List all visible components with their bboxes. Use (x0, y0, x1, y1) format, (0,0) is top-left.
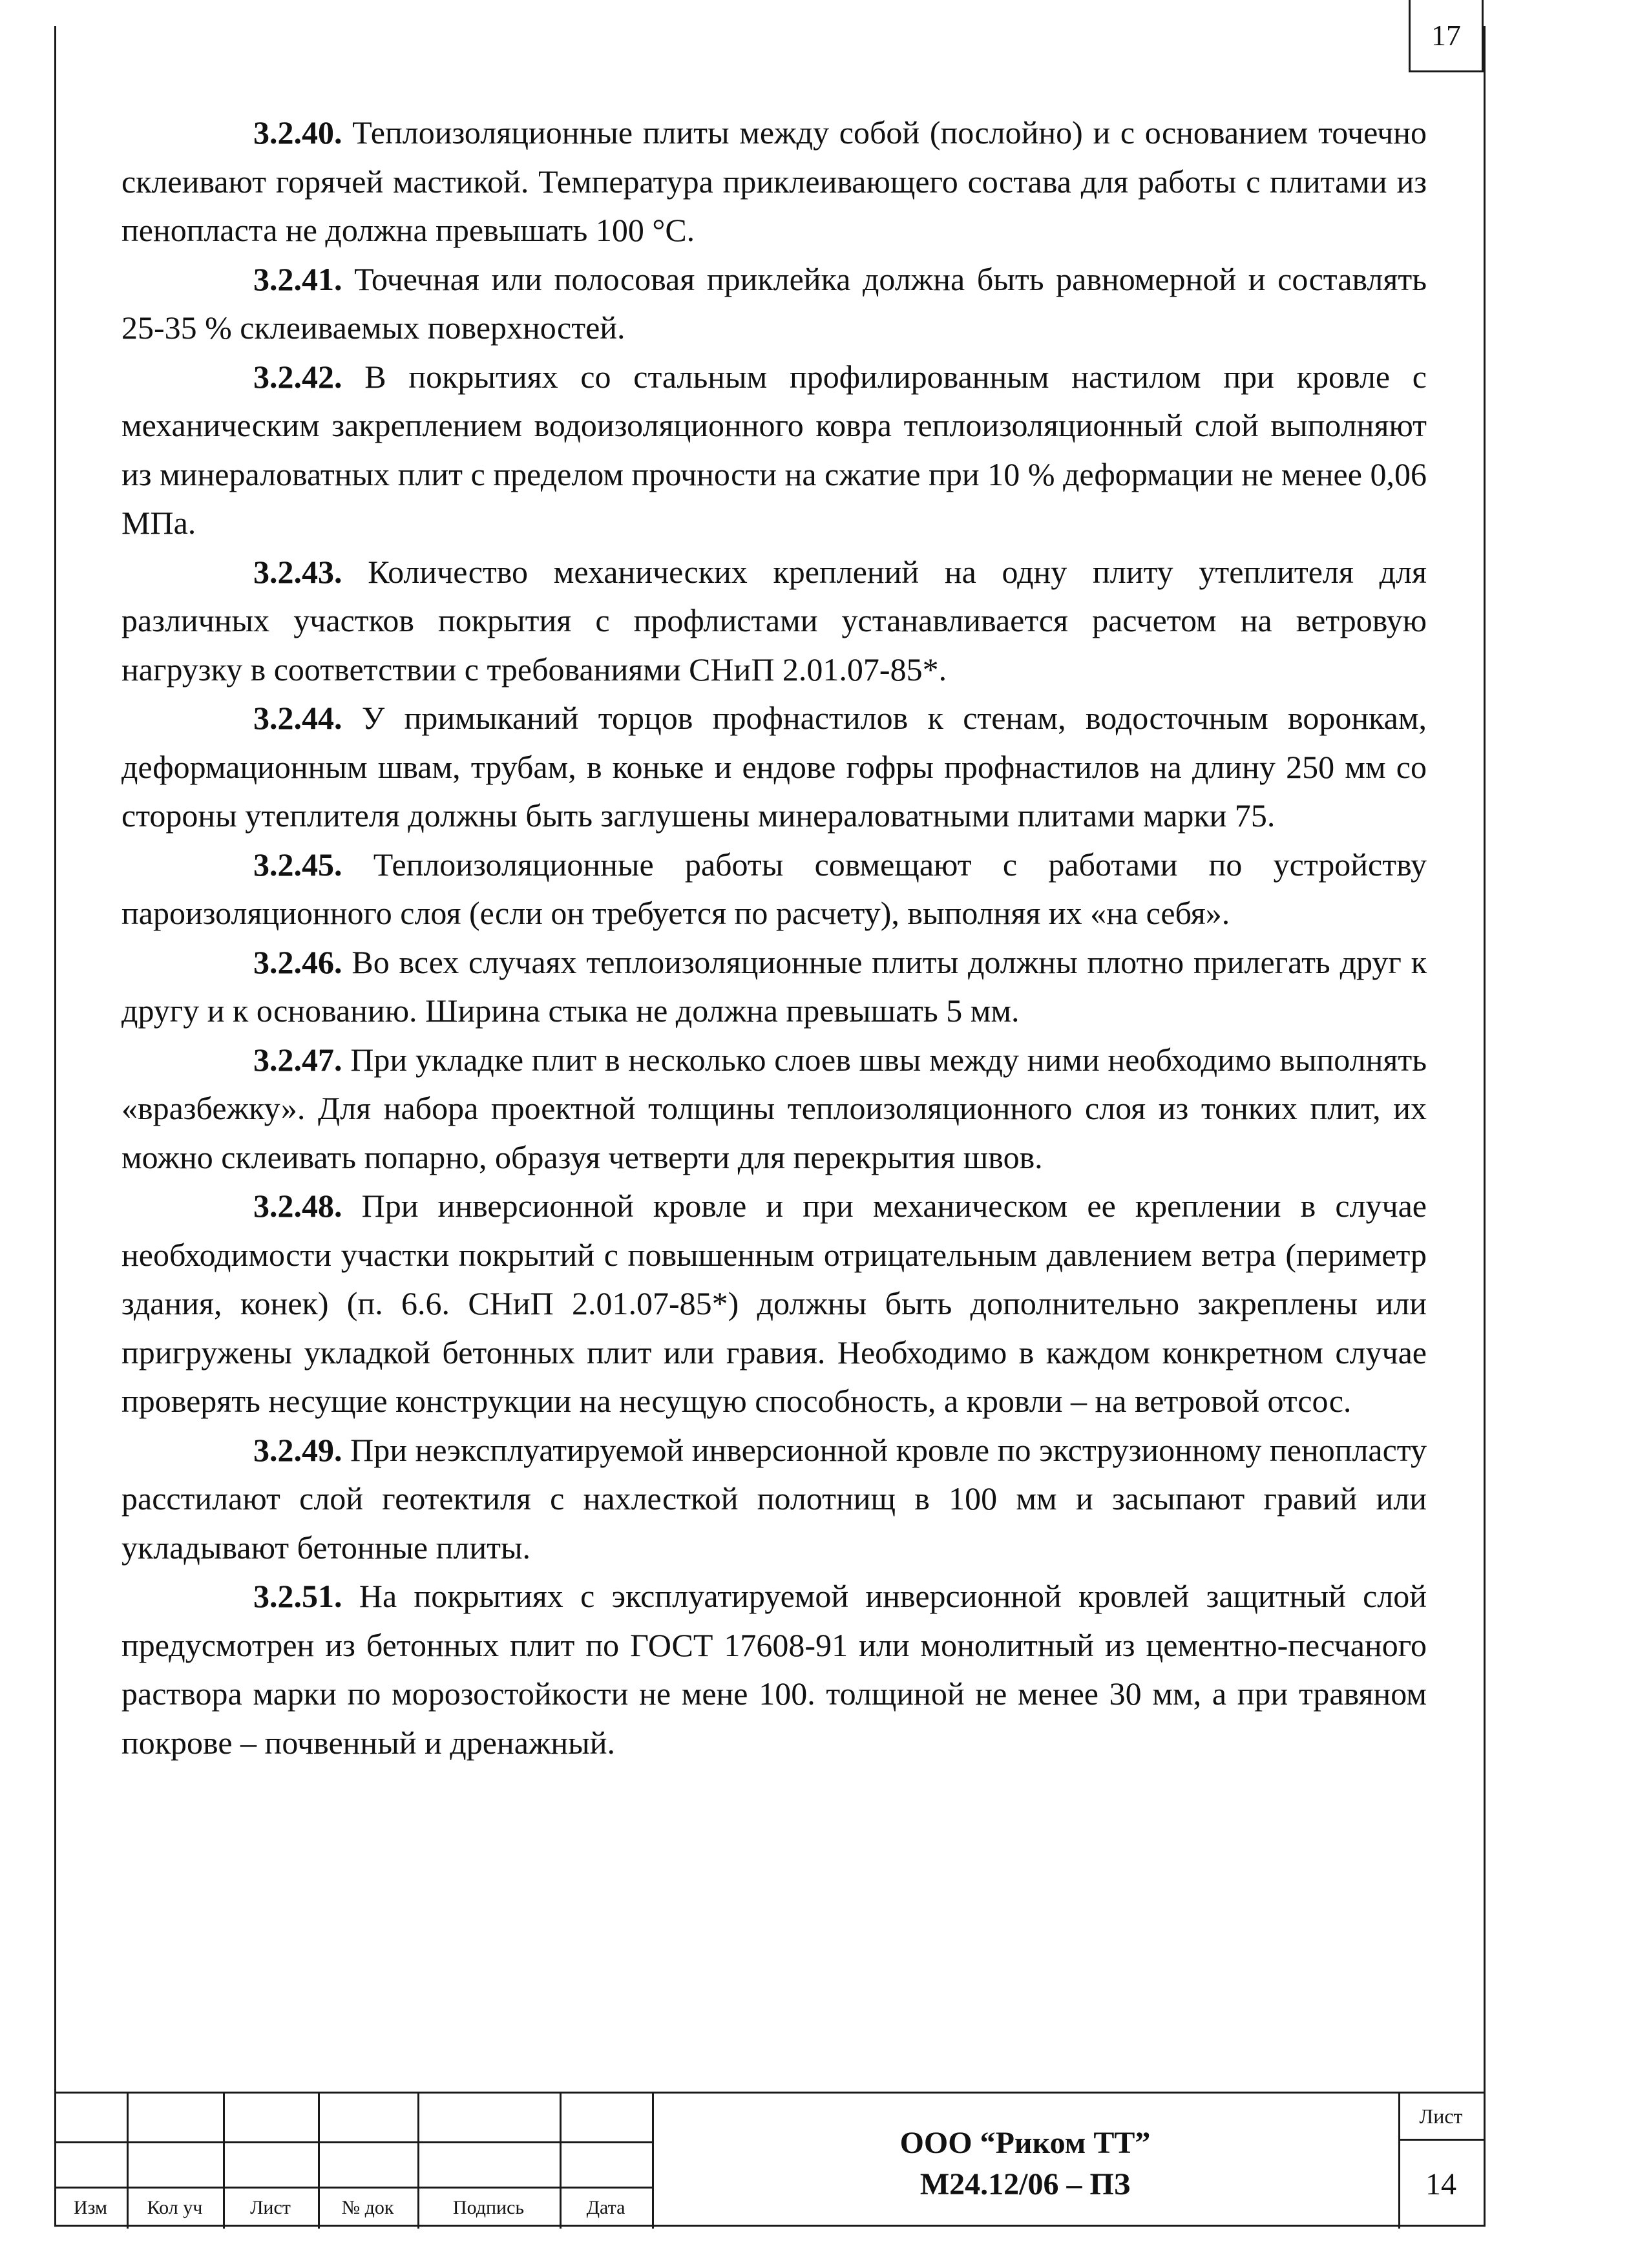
document-body (121, 109, 1427, 1767)
stamp-divider (54, 2141, 652, 2143)
page-number: 17 (1409, 0, 1484, 72)
paragraph (121, 255, 1427, 353)
paragraph-text: Теплоизоляционные работы совмещают с работами по устройству пароизоляционного слоя (если он требуется по расчету), выполняя их «на себя». (121, 846, 1427, 931)
paragraph-number: 3.2.43. (253, 553, 342, 590)
paragraph-number: 3.2.42. (253, 358, 342, 395)
document-code: М24.12/06 – ПЗ (919, 2167, 1131, 2201)
stamp-label-list: Лист (250, 2197, 291, 2218)
paragraph (121, 938, 1427, 1036)
paragraph-number: 3.2.47. (253, 1041, 342, 1078)
paragraph (121, 548, 1427, 695)
stamp-label-signature: Подпись (452, 2197, 525, 2218)
paragraph-number: 3.2.46. (253, 943, 342, 980)
paragraph-text: Количество механических креплений на одну плиту утеплителя для различных участков покрытия с профлистами устанавливается расчетом на ветровую нагрузку в соответствии с требованиями СНиП 2.01.07-85*. (121, 553, 1427, 688)
stamp-label-doc-number: № док (341, 2197, 394, 2218)
stamp-label-kol-uch: Кол уч (147, 2197, 203, 2218)
paragraph-text: Во всех случаях теплоизоляционные плиты должны плотно прилегать друг к другу и к основанию. Ширина стыка не должна превышать 5 мм. (121, 943, 1427, 1029)
stamp-label-date: Дата (586, 2197, 625, 2218)
paragraph-number: 3.2.40. (253, 114, 342, 151)
paragraph (121, 1572, 1427, 1767)
paragraph-text: В покрытиях со стальным профилированным настилом при кровле с механическим закреплением водоизоляционного ковра теплоизоляционный слой выполняют из минераловатных плит с пределом прочности на сжатие при 10 % деформации не менее 0,06 МПа. (121, 358, 1427, 541)
paragraph-text: При укладке плит в несколько слоев швы между ними необходимо выполнять «вразбежку». Для набора проектной толщины теплоизоляционного слоя из тонких плит, их можно склеивать попарно, образуя четверти для перекрытия швов. (121, 1041, 1427, 1175)
paragraph-number: 3.2.49. (253, 1431, 342, 1468)
paragraph-number: 3.2.51. (253, 1578, 342, 1614)
stamp-company-block (652, 2123, 1398, 2205)
paragraph-text: Точечная или полосовая приклейка должна быть равномерной и составлять 25-35 % склеиваемых поверхностей. (121, 260, 1427, 346)
title-block (54, 2092, 1484, 2229)
stamp-label-izm: Изм (73, 2197, 108, 2218)
paragraph (121, 841, 1427, 938)
paragraph-number: 3.2.41. (253, 260, 342, 297)
paragraph (121, 694, 1427, 841)
paragraph-text: При инверсионной кровле и при механическом ее креплении в случае необходимости участки покрытий с повышенным отрицательным давлением ветра (периметр здания, конек) (п. 6.6. СНиП 2.01.07-85*) должны быть дополнительно закреплены или пригружены укладкой бетонных плит или гравия. Необходимо в каждом конкретном случае проверять несущие конструкции на несущую способность, а кровли – на ветровой отсос. (121, 1188, 1427, 1419)
paragraph-text: У примыканий торцов профнастилов к стенам, водосточным воронкам, деформационным швам, трубам, в коньке и ендове гофры профнастилов на длину 250 мм со стороны утеплителя должны быть заглушены минераловатными плитами марки 75. (121, 700, 1427, 834)
paragraph (121, 1426, 1427, 1573)
paragraph (121, 1182, 1427, 1426)
paragraph-text: При неэксплуатируемой инверсионной кровле по экструзионному пенопласту расстилают слой геотектиля с нахлесткой полотнищ в 100 мм и засыпают гравий или укладывают бетонные плиты. (121, 1431, 1427, 1566)
paragraph-number: 3.2.45. (253, 846, 342, 883)
paragraph-text: На покрытиях с эксплуатируемой инверсионной кровлей защитный слой предусмотрен из бетонных плит по ГОСТ 17608-91 или монолитный из цементно-песчаного раствора марки по морозостойкости не мене 100. толщиной не менее 30 мм, а при травяном покрове – почвенный и дренажный. (121, 1578, 1427, 1761)
sheet-number: 14 (1425, 2167, 1456, 2201)
paragraph-text: Теплоизоляционные плиты между собой (послойно) и с основанием точечно склеивают горячей мастикой. Температура приклеивающего состава для работы с плитами из пенопласта не должна превышать 100 °С. (121, 114, 1427, 248)
paragraph (121, 1036, 1427, 1182)
stamp-divider (1398, 2139, 1484, 2141)
sheet-label: Лист (1419, 2104, 1463, 2128)
paragraph-number: 3.2.48. (253, 1188, 342, 1224)
paragraph-number: 3.2.44. (253, 700, 342, 736)
paragraph (121, 353, 1427, 548)
company-name: ООО “Риком ТТ” (899, 2126, 1151, 2160)
paragraph (121, 109, 1427, 255)
